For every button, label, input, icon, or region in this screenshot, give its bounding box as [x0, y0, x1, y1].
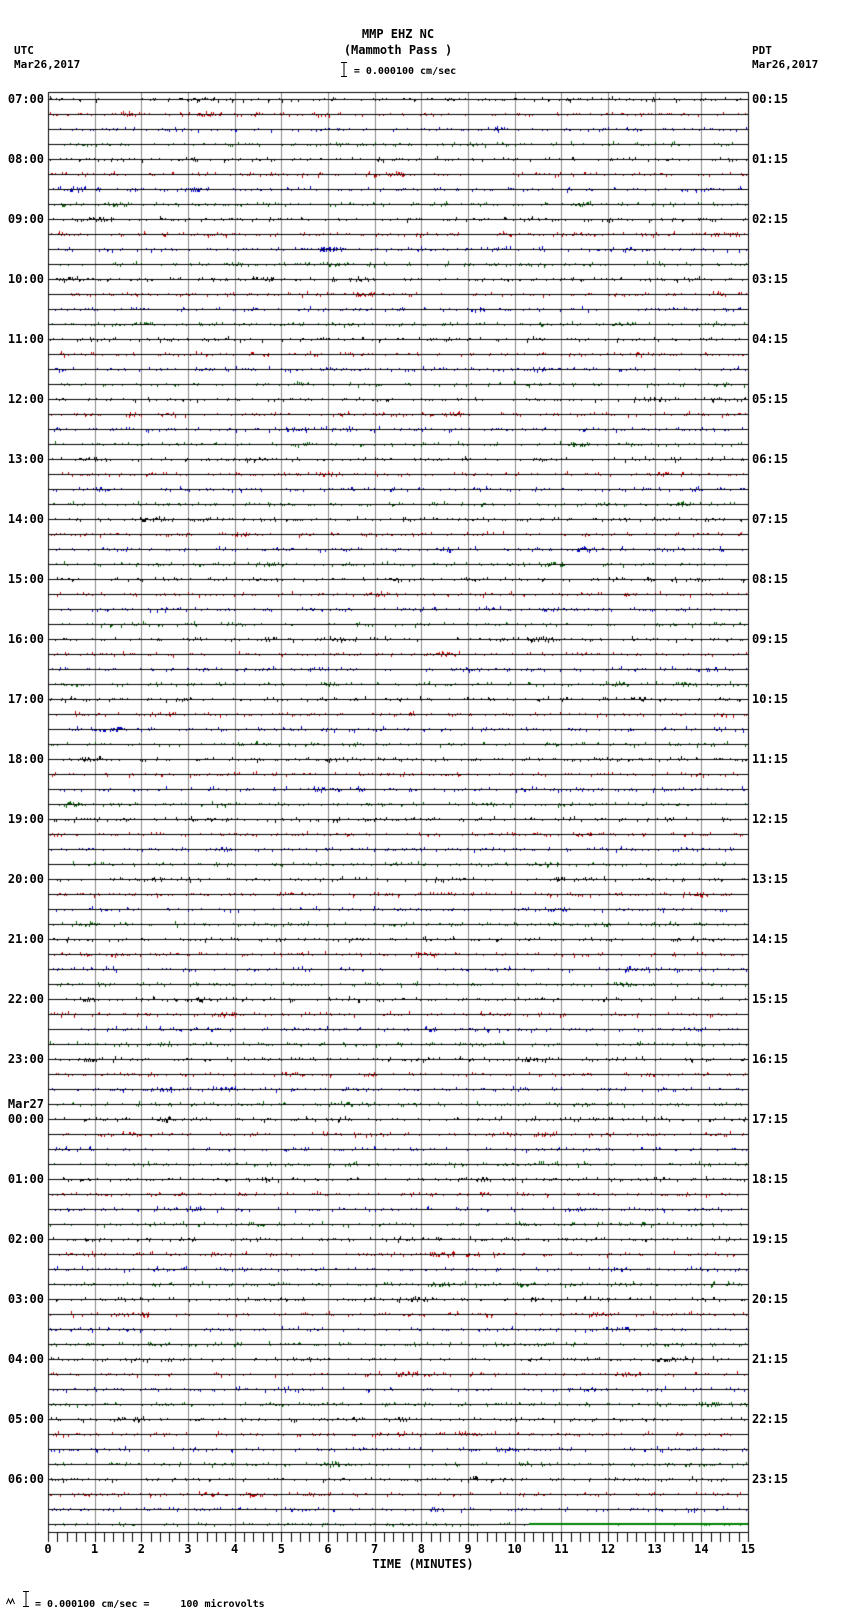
- utc-hour-label: 08:00: [7, 152, 44, 166]
- utc-hour-label: 06:00: [7, 1472, 44, 1486]
- utc-hour-label: 07:00: [7, 92, 44, 106]
- pdt-hour-label: 18:15: [752, 1172, 789, 1186]
- utc-hour-label: 18:00: [7, 752, 44, 766]
- utc-hour-label: 05:00: [7, 1412, 44, 1426]
- utc-hour-label: 03:00: [7, 1292, 44, 1306]
- pdt-hour-label: 16:15: [752, 1052, 789, 1066]
- right-date-label: Mar26,2017: [752, 58, 819, 71]
- minute-tick-label: 2: [137, 1542, 145, 1556]
- pdt-hour-label: 12:15: [752, 812, 789, 826]
- pdt-hour-label: 22:15: [752, 1412, 789, 1426]
- pdt-hour-label: 08:15: [752, 572, 789, 586]
- minute-tick-label: 12: [600, 1542, 616, 1556]
- minute-tick-label: 4: [231, 1542, 239, 1556]
- pdt-hour-label: 11:15: [752, 752, 789, 766]
- footer-equivalent-text: 100 microvolts: [180, 1599, 265, 1610]
- utc-hour-label: 23:00: [7, 1052, 44, 1066]
- utc-hour-label: 01:00: [7, 1172, 44, 1186]
- minute-tick-label: 15: [740, 1542, 756, 1556]
- minute-tick-label: 10: [507, 1542, 522, 1556]
- minute-tick-label: 9: [464, 1542, 472, 1556]
- pdt-hour-label: 14:15: [752, 932, 789, 946]
- minute-tick-label: 5: [277, 1542, 285, 1556]
- minute-tick-label: 0: [44, 1542, 52, 1556]
- pdt-hour-label: 15:15: [752, 992, 789, 1006]
- scale-bar-icon: [22, 1591, 30, 1611]
- pdt-hour-label: 02:15: [752, 212, 789, 226]
- pdt-hour-label: 19:15: [752, 1232, 789, 1246]
- left-date-label: Mar26,2017: [14, 58, 81, 71]
- date-break-label: Mar27: [7, 1097, 44, 1111]
- utc-hour-label: 09:00: [7, 212, 44, 226]
- station-location: (Mammoth Pass ): [343, 43, 453, 57]
- pdt-hour-label: 05:15: [752, 392, 789, 406]
- pdt-hour-label: 03:15: [752, 272, 789, 286]
- pdt-hour-label: 01:15: [752, 152, 789, 166]
- pdt-hour-label: 10:15: [752, 692, 789, 706]
- pdt-hour-label: 00:15: [752, 92, 789, 106]
- pdt-hour-label: 04:15: [752, 332, 789, 346]
- left-timezone-label: UTC: [14, 44, 34, 57]
- scale-bar-icon: [340, 62, 348, 81]
- minute-tick-label: 14: [694, 1542, 709, 1556]
- utc-hour-label: 19:00: [7, 812, 44, 826]
- pdt-hour-label: 23:15: [752, 1472, 789, 1486]
- x-axis-title: TIME (MINUTES): [372, 1557, 474, 1571]
- utc-hour-label: 14:00: [7, 512, 44, 526]
- utc-hour-label: 20:00: [7, 872, 44, 886]
- utc-hour-label: 12:00: [7, 392, 44, 406]
- pdt-hour-label: 06:15: [752, 452, 789, 466]
- pdt-hour-label: 07:15: [752, 512, 789, 526]
- pdt-hour-label: 20:15: [752, 1292, 789, 1306]
- footer-scale-text: = 0.000100 cm/sec =: [35, 1599, 150, 1610]
- minute-tick-label: 6: [324, 1542, 332, 1556]
- minute-tick-label: 3: [184, 1542, 192, 1556]
- pdt-hour-label: 21:15: [752, 1352, 789, 1366]
- header-scale-legend: [48, 62, 748, 81]
- utc-hour-label: 16:00: [7, 632, 44, 646]
- utc-hour-label: 17:00: [7, 692, 44, 706]
- pdt-hour-label: 13:15: [752, 872, 789, 886]
- pdt-hour-label: 17:15: [752, 1112, 789, 1126]
- header-scale-text: = 0.000100 cm/sec: [353, 65, 457, 77]
- minute-tick-label: 13: [647, 1542, 662, 1556]
- waveform-icon: [6, 1590, 17, 1611]
- right-timezone-label: PDT: [752, 44, 772, 57]
- utc-hour-label: 21:00: [7, 932, 44, 946]
- minute-tick-label: 1: [91, 1542, 99, 1556]
- utc-hour-label: 10:00: [7, 272, 44, 286]
- pdt-hour-label: 09:15: [752, 632, 789, 646]
- utc-hour-label: 11:00: [7, 332, 44, 346]
- utc-hour-label: 02:00: [7, 1232, 44, 1246]
- minute-tick-label: 11: [554, 1542, 569, 1556]
- utc-hour-label: 22:00: [7, 992, 44, 1006]
- minute-tick-label: 8: [417, 1542, 425, 1556]
- station-title: MMP EHZ NC: [361, 27, 435, 41]
- minute-tick-label: 7: [371, 1542, 379, 1556]
- utc-hour-label: 00:00: [7, 1112, 44, 1126]
- utc-hour-label: 13:00: [7, 452, 44, 466]
- footer-scale-legend: [6, 1590, 265, 1611]
- utc-hour-label: 15:00: [7, 572, 44, 586]
- utc-hour-label: 04:00: [7, 1352, 44, 1366]
